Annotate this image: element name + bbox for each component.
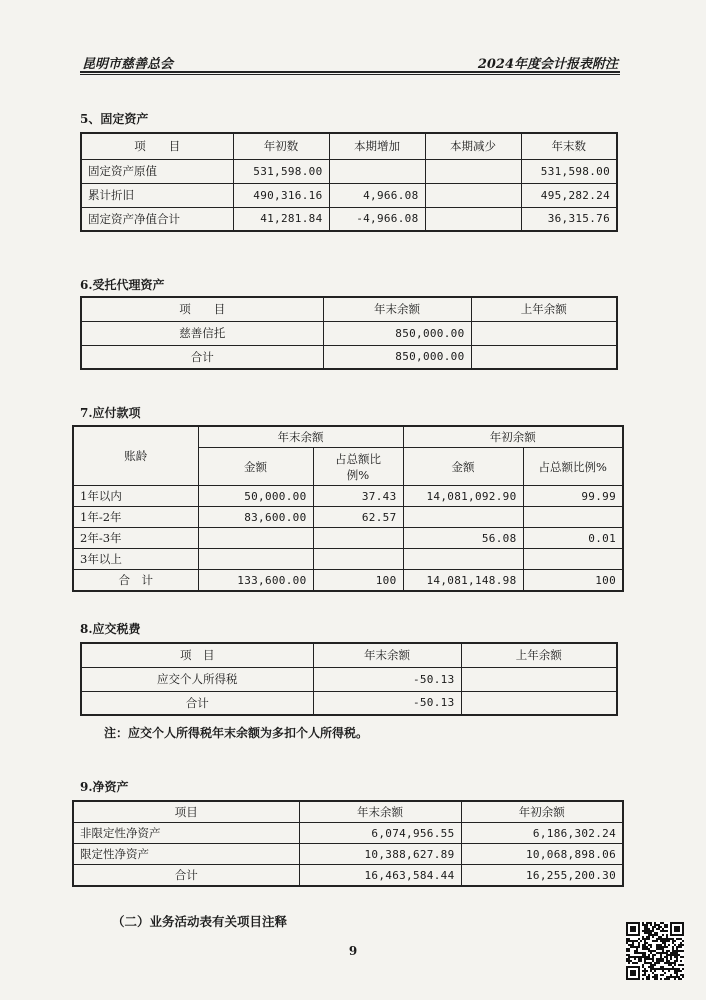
- row-label: 合计: [73, 865, 299, 887]
- ratio-header: 占总额比例%: [523, 448, 623, 486]
- row-label: 合 计: [73, 570, 198, 592]
- cell-value: 6,074,956.55: [299, 823, 461, 844]
- net-assets-table: [72, 800, 624, 887]
- cell-value: 83,600.00: [198, 507, 313, 528]
- cell-value: -4,966.08: [329, 207, 425, 231]
- table-row: [73, 486, 623, 507]
- row-label: 固定资产净值合计: [81, 207, 233, 231]
- amount-header: 金额: [198, 448, 313, 486]
- row-label: 限定性净资产: [73, 844, 299, 865]
- cell-value: 6,186,302.24: [461, 823, 623, 844]
- cell-value: 16,463,584.44: [299, 865, 461, 887]
- col-header: 本期增加: [329, 133, 425, 159]
- header-rule: [80, 71, 620, 73]
- table-total-row: [73, 570, 623, 592]
- entrusted-assets-table: [80, 296, 618, 370]
- cell-value: 100: [523, 570, 623, 592]
- row-label: 慈善信托: [81, 321, 323, 345]
- page-header: [82, 50, 618, 72]
- col-header: 本期减少: [425, 133, 521, 159]
- col-header: 年初余额: [461, 801, 623, 823]
- payables-table: [72, 425, 624, 592]
- cell-value: [461, 691, 617, 715]
- cell-value: 62.57: [313, 507, 403, 528]
- cell-value: [425, 159, 521, 183]
- cell-value: [313, 528, 403, 549]
- table-header-row: [81, 643, 617, 667]
- cell-value: 16,255,200.30: [461, 865, 623, 887]
- cell-value: 10,068,898.06: [461, 844, 623, 865]
- cell-value: [198, 528, 313, 549]
- cell-value: [471, 321, 617, 345]
- table-row: [73, 844, 623, 865]
- header-org: 昆明市慈善总会: [82, 57, 174, 72]
- cell-value: 50,000.00: [198, 486, 313, 507]
- header-title: 2024年度会计报表附注: [477, 57, 618, 72]
- cell-value: [425, 183, 521, 207]
- table-row: [73, 823, 623, 844]
- row-label: 累计折旧: [81, 183, 233, 207]
- cell-value: [403, 549, 523, 570]
- section-7-title: 7.应付款项: [80, 406, 141, 420]
- ratio-header-line1: 占总额比: [335, 451, 381, 466]
- section-6-title: 6.受托代理资产: [80, 278, 165, 292]
- cell-value: 531,598.00: [233, 159, 329, 183]
- row-label: 2年-3年: [73, 528, 198, 549]
- table-header-row: [81, 133, 617, 159]
- col-header: 年末数: [521, 133, 617, 159]
- row-label: 3年以上: [73, 549, 198, 570]
- table-row: [81, 345, 617, 369]
- cell-value: [471, 345, 617, 369]
- cell-value: 14,081,148.98: [403, 570, 523, 592]
- cell-value: 99.99: [523, 486, 623, 507]
- row-label: 1年-2年: [73, 507, 198, 528]
- cell-value: [198, 549, 313, 570]
- table-header-row: [73, 426, 623, 448]
- col-header: 项 目: [81, 643, 313, 667]
- qr-code-icon: [626, 922, 684, 980]
- col-header: 年初数: [233, 133, 329, 159]
- cell-value: 37.43: [313, 486, 403, 507]
- cell-value: 531,598.00: [521, 159, 617, 183]
- cell-value: [523, 507, 623, 528]
- row-label: 固定资产原值: [81, 159, 233, 183]
- cell-value: -50.13: [313, 667, 461, 691]
- year-end-header: 年末余额: [198, 426, 403, 448]
- cell-value: 100: [313, 570, 403, 592]
- qr-code-graphic: [626, 922, 684, 980]
- age-header: 账龄: [73, 426, 198, 486]
- row-label: 非限定性净资产: [73, 823, 299, 844]
- row-label: 应交个人所得税: [81, 667, 313, 691]
- row-label: 合计: [81, 691, 313, 715]
- table-row: [81, 183, 617, 207]
- cell-value: [403, 507, 523, 528]
- col-header: 年末余额: [313, 643, 461, 667]
- ratio-header-line2: 例%: [346, 467, 370, 482]
- section-5-title: 5、固定资产: [80, 112, 149, 126]
- row-label: 合计: [81, 345, 323, 369]
- col-header: 项 目: [81, 297, 323, 321]
- cell-value: 850,000.00: [323, 321, 471, 345]
- table-header-row: [81, 297, 617, 321]
- cell-value: [329, 159, 425, 183]
- cell-value: 10,388,627.89: [299, 844, 461, 865]
- subsection-title: （二）业务活动表有关项目注释: [112, 914, 288, 929]
- cell-value: 850,000.00: [323, 345, 471, 369]
- cell-value: 133,600.00: [198, 570, 313, 592]
- cell-value: 495,282.24: [521, 183, 617, 207]
- table-row: [81, 667, 617, 691]
- cell-value: -50.13: [313, 691, 461, 715]
- cell-value: [461, 667, 617, 691]
- col-header: 项 目: [81, 133, 233, 159]
- table-header-row: [73, 801, 623, 823]
- table-row: [81, 321, 617, 345]
- row-label: 1年以内: [73, 486, 198, 507]
- cell-value: 36,315.76: [521, 207, 617, 231]
- section-9-title: 9.净资产: [80, 780, 129, 794]
- table-row: [81, 159, 617, 183]
- amount-header: 金额: [403, 448, 523, 486]
- cell-value: [313, 549, 403, 570]
- table-row: [73, 507, 623, 528]
- cell-value: [425, 207, 521, 231]
- cell-value: [523, 549, 623, 570]
- taxes-payable-table: [80, 642, 618, 716]
- col-header: 年末余额: [323, 297, 471, 321]
- cell-value: 490,316.16: [233, 183, 329, 207]
- page-number: 9: [348, 944, 358, 958]
- fixed-assets-table: [80, 132, 618, 232]
- cell-value: 14,081,092.90: [403, 486, 523, 507]
- ratio-header: [313, 448, 403, 486]
- tax-note: 注：应交个人所得税年末余额为多扣个人所得税。: [104, 726, 369, 740]
- cell-value: 41,281.84: [233, 207, 329, 231]
- table-row: [73, 549, 623, 570]
- col-header: 上年余额: [461, 643, 617, 667]
- year-begin-header: 年初余额: [403, 426, 623, 448]
- cell-value: 4,966.08: [329, 183, 425, 207]
- col-header: 年末余额: [299, 801, 461, 823]
- col-header: 项目: [73, 801, 299, 823]
- col-header: 上年余额: [471, 297, 617, 321]
- table-row: [81, 691, 617, 715]
- table-row: [81, 207, 617, 231]
- cell-value: 56.08: [403, 528, 523, 549]
- section-8-title: 8.应交税费: [80, 622, 141, 636]
- header-rule-thin: [80, 74, 620, 75]
- cell-value: 0.01: [523, 528, 623, 549]
- table-total-row: [73, 865, 623, 887]
- table-row: [73, 528, 623, 549]
